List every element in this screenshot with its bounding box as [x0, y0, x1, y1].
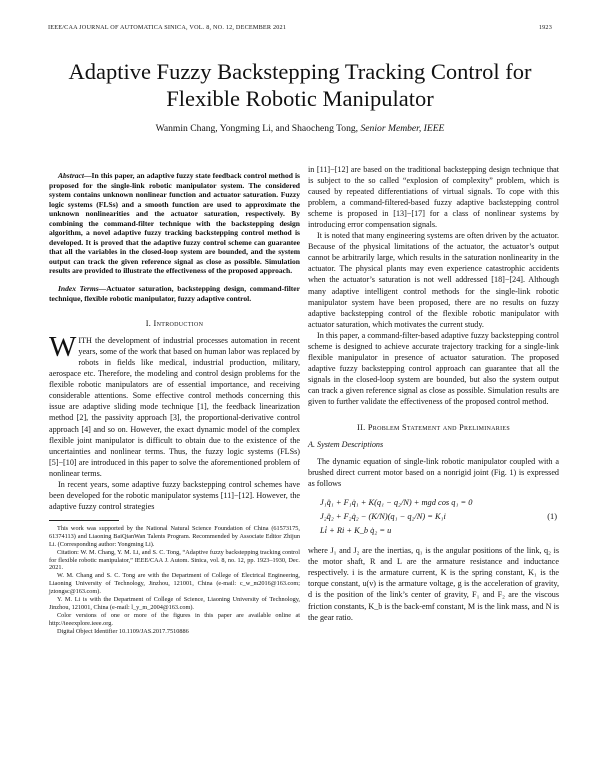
- running-header: [48, 24, 552, 34]
- index-terms: [49, 284, 300, 303]
- equation-line-2: J₂q̈₂ + F₂q̇₂ − (K/N)(q₁ − q₂/N) = K₁i: [320, 512, 446, 522]
- abstract-text: In this paper, an adaptive fuzzy state feedback control method is proposed for the single-link robotic manipulator system. The considered system contains unknown nonlinear function and actuator saturation. Fuzzy logic systems (FLSs) and a smooth function are used to approximate the unknown nonlinearities and the actuator saturation, respectively. By combining the command-filter technique with the backstepping design algorithm, a novel adaptive fuzzy tracking backstepping control method is developed. It is proved that the adaptive fuzzy control scheme can guarantee that all the variables in the closed-loop system are bounded, and the system output can track the given reference signal as close as possible. Simulation results are provided to illustrate the effectiveness of the proposed approach.: [49, 171, 300, 276]
- intro-paragraph-1-text: ITH the development of industrial processes automation in recent years, some of the work that based on human labor was replaced by robots in fields like medical, industrial production, military, aerospace etc. Therefore, the modeling and control design problems for the flexible robotic manipulators are of essential importance, and receiving considerable attentions. Some effective control methods concerning this issue are adaptive sliding mode technique [1], the feedback linearization method [2], the passivity approach [3], the proportional-derivative control approach [4] and so on. However, the exact dynamic model of the complex flexible joint manipulator is difficult to obtain due to the existence of the uncertainties and nonlinear terms. Thus, the fuzzy logic systems (FLSs) [5]−[10] are introduced in this paper to solve the aforementioned problem of nonlinear terms.: [49, 336, 300, 478]
- drop-cap: W: [49, 331, 77, 364]
- footnote-color-versions: Color versions of one or more of the figures in this paper are available online at http://ieeexplore.ieee.org.: [49, 611, 300, 627]
- subsection-heading-system-descriptions: A. System Descriptions: [308, 440, 384, 450]
- footnote-citation: Citation: W. M. Chang, Y. M. Li, and S. C. Tong, “Adaptive fuzzy backstepping tracking control for flexible robotic manipulator,” IEEE/CAA J. Autom. Sinica, vol. 8, no. 12, pp. 1923–1930, Dec. 2021.: [49, 548, 300, 572]
- journal-name: IEEE/CAA JOURNAL OF AUTOMATICA SINICA, VOL. 8, NO. 12, DECEMBER 2021: [48, 24, 287, 31]
- intro-paragraph-1: [49, 331, 300, 479]
- footnote-divider: [49, 520, 119, 521]
- author-names: Wanmin Chang, Yongming Li, and Shaocheng Tong,: [155, 123, 359, 134]
- equation-number: (1): [547, 512, 557, 522]
- index-terms-label: Index Terms—: [58, 284, 107, 294]
- footnote-doi: Digital Object Identifier 10.1109/JAS.2017.7510886: [57, 627, 189, 635]
- index-terms-text: Actuator saturation, backstepping design, command-filter technique, flexible robotic manipulator, fuzzy adaptive control.: [49, 284, 300, 303]
- equation-line-1: J₁q̈₁ + F₁q̇₁ + K(q₁ − q₂/N) + mgd cos q₁ = 0: [320, 498, 473, 508]
- footnotes: [49, 525, 300, 636]
- paper-title: Adaptive Fuzzy Backstepping Tracking Control for Flexible Robotic Manipulator: [68, 59, 532, 111]
- author-role: Senior Member, IEEE: [360, 123, 445, 134]
- right-paragraph-3: In this paper, a command-filter-based adaptive fuzzy backstepping control scheme is designed to achieve accurate trajectory tracking for a single-link flexible manipulator in presence of actuator saturation. The proposed adaptive fuzzy backstepping control approach can guarantee that all the signals in the closed-loop system are bounded, but also the system output can track a given reference signal as close as possible. Simulation results are given to further validate the effectiveness of the proposed control method.: [308, 330, 559, 406]
- right-paragraph-1: in [11]−[12] are based on the traditional backstepping design technique that is subject to the so called “explosion of complexity” problem, which is caused by repeated differentiations of virtual signals. To cope with this problem, a command-filtered-based fuzzy adaptive backstepping control scheme is proposed in [13]−[17] for a class of nonlinear systems by introducing error compensation signals.: [308, 165, 559, 230]
- author-list: [40, 123, 560, 134]
- abstract-label: Abstract—: [58, 171, 92, 180]
- equation-line-3: Li̇ + Ri + K_b q̇₂ = u: [320, 526, 392, 536]
- right-paragraph-2: It is noted that many engineering systems are often driven by the actuator. Because of the physical limitations of the actuator, the actuator’s output cannot be arbitrarily large, which results in the saturation nonlinearity in the actuator. The physical plants may even experience catastrophic accidents when the actuator’s saturation is not well addressed [18]−[24]. Although many adaptive intelligent control methods for the single-link robotic manipulator system have been proposed, there are no results on fuzzy adaptive backstepping control of the flexible robotic manipulator with actuator saturation, which motivates the current study.: [308, 231, 559, 329]
- equation-block-1: [308, 497, 559, 537]
- footnote-affiliation-1: W. M. Chang and S. C. Tong are with the Department of College of Electrical Engineering, Liaoning University of Technology, Jinzhou, 121001, China (e-mail: c_w_m2016@163.com; jztongsc@163.com).: [49, 572, 300, 596]
- intro-paragraph-2: In recent years, some adaptive fuzzy backstepping control schemes have been developed for the robotic manipulator systems [11]−[12]. However, the adaptive fuzzy control strategies: [49, 479, 300, 511]
- left-column: [49, 171, 300, 636]
- section-heading-problem-statement: II. Problem Statement and Preliminaries: [357, 423, 510, 433]
- footnote-funding: This work was supported by the National Natural Science Foundation of China (61573175, 61374113) and Liaoning BaiQianWan Talents Program. Recommended by Associate Editor Zhijun Li. (Corresponding author: Yongming Li).: [49, 524, 300, 548]
- footnote-affiliation-2: Y. M. Li is with the Department of College of Science, Liaoning University of Technology, Jinzhou, 121001, China (e-mail: l_y_m_2004@163.com).: [49, 596, 300, 611]
- right-column: [308, 164, 559, 623]
- right-paragraph-5: where J₁ and J₂ are the inertias, q₁ is the angular positions of the link, q₂ is the motor shaft, R and L are the armature resistance and inductance respectively. i is the armature current, K is the spring constant, K₁ is the torque constant, u(v) is the armature voltage, g is the acceleration of gravity, d is the position of the link’s center of gravity, F₁ and F₂ are the viscous friction constants, K_b is the back-emf constant, M is the link mass, and N is the gear ratio.: [308, 546, 559, 622]
- section-heading-introduction: I. Introduction: [145, 319, 204, 329]
- abstract: [49, 171, 300, 276]
- right-paragraph-4: The dynamic equation of single-link robotic manipulator coupled with a brushed direct current motor based on a nonrigid joint (Fig. 1) is expressed as follows: [308, 457, 559, 489]
- page-number: 1923: [538, 24, 552, 31]
